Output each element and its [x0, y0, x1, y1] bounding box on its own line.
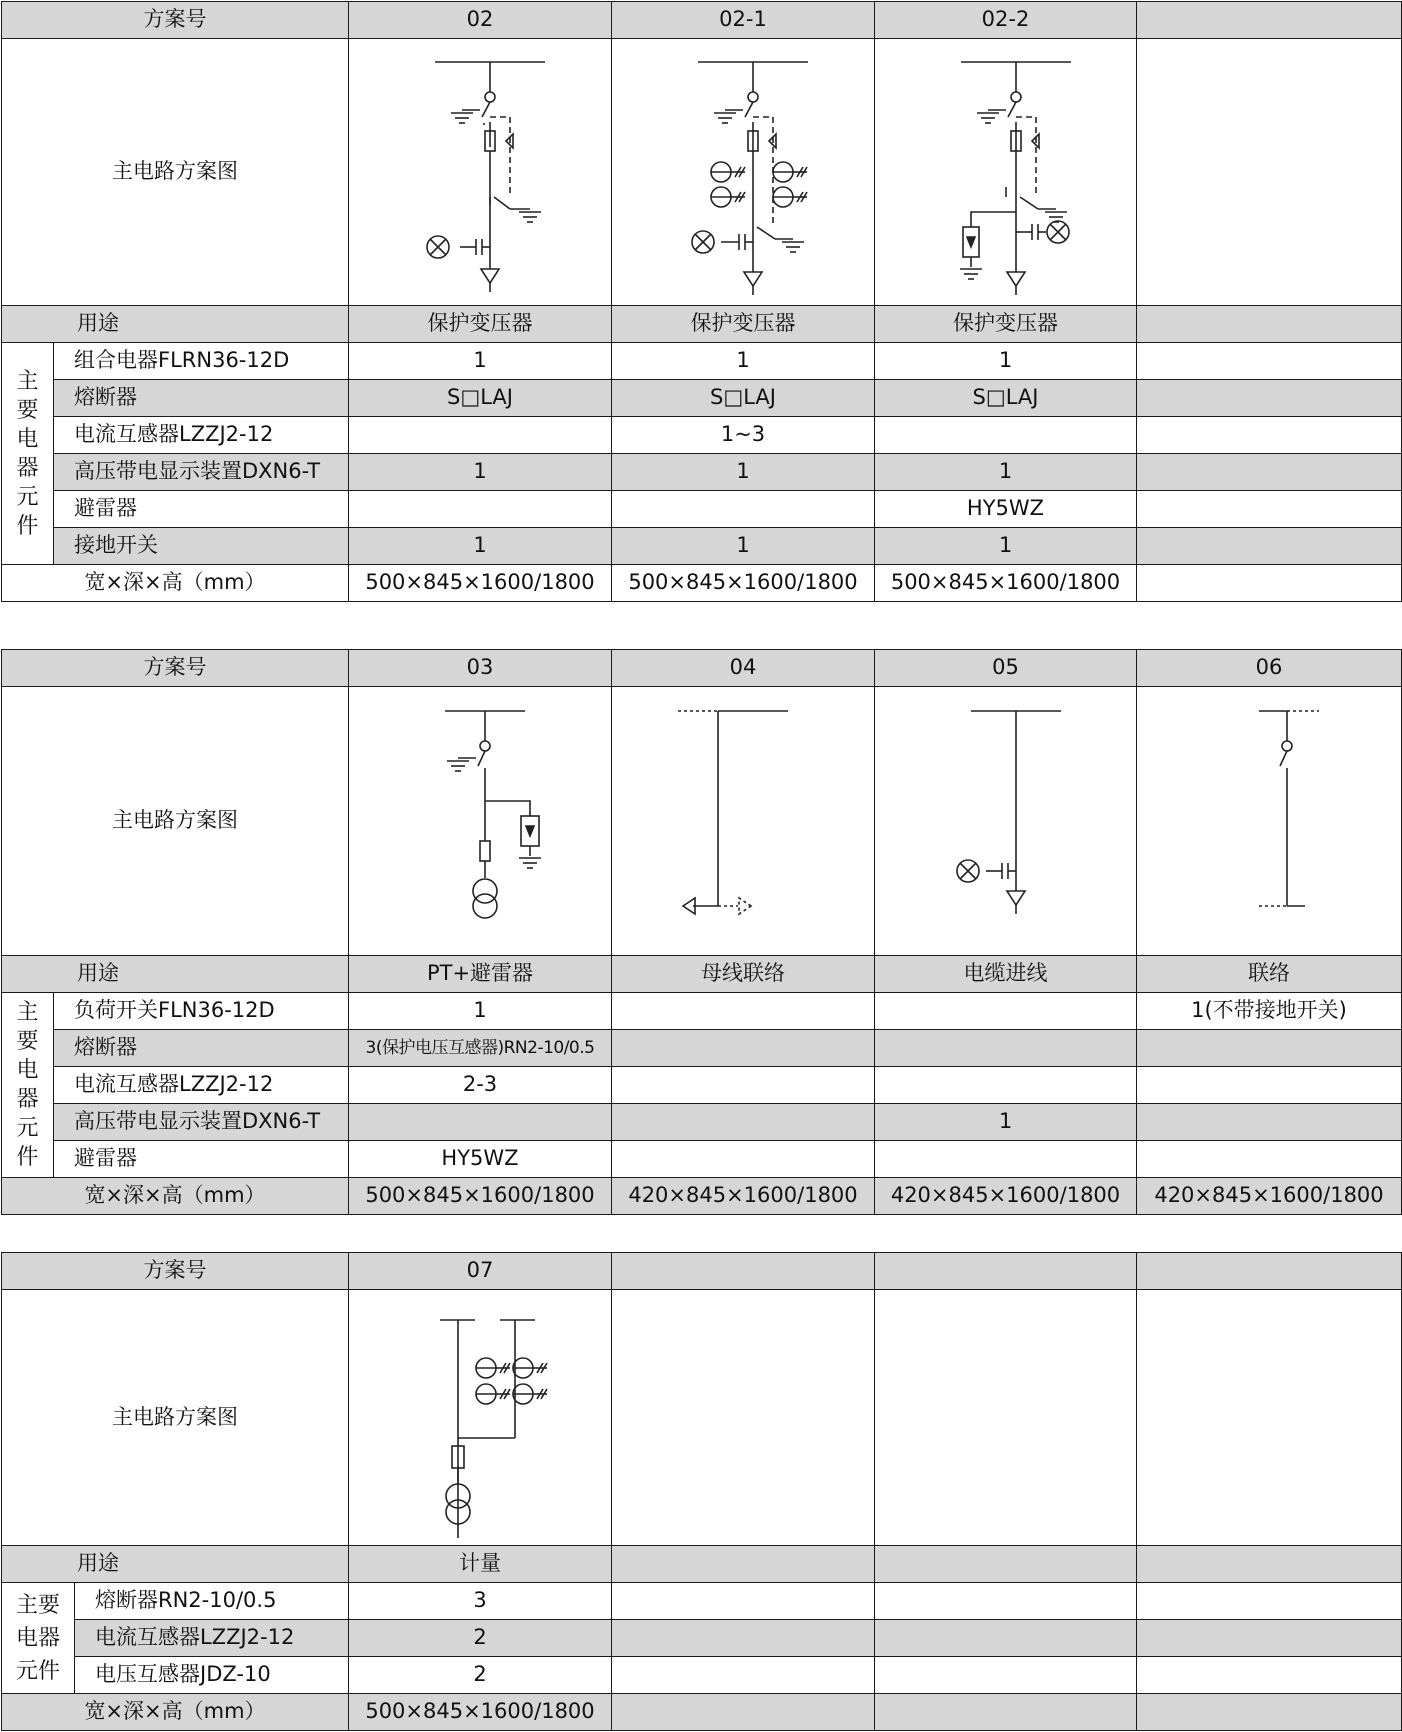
usage-value: 母线联络: [612, 956, 875, 993]
scheme-table-1: [1, 1, 1402, 602]
component-value: [1137, 343, 1402, 380]
main-components-label: 主要电器元件: [2, 993, 54, 1178]
component-value: [875, 993, 1137, 1030]
scheme-code: 03: [349, 650, 612, 687]
component-value: [349, 417, 612, 454]
circuit-diagram-07: [349, 1290, 612, 1546]
component-name: 高压带电显示装置DXN6-T: [54, 1104, 349, 1141]
component-value: 1: [349, 993, 612, 1030]
component-value: [1137, 1620, 1402, 1657]
component-value: 2-3: [349, 1067, 612, 1104]
component-value: 1~3: [612, 417, 875, 454]
scheme-code: [1137, 1253, 1402, 1290]
usage-value: [875, 1546, 1137, 1583]
component-value: [1137, 1583, 1402, 1620]
circuit-diagram-empty: [875, 1290, 1137, 1546]
circuit-diagram-empty: [1137, 1290, 1402, 1546]
diagram-label: 主电路方案图: [2, 687, 349, 956]
component-value: 1: [349, 528, 612, 565]
component-name: 电流互感器LZZJ2-12: [54, 1067, 349, 1104]
component-value: [1137, 1657, 1402, 1694]
component-value: [1137, 1104, 1402, 1141]
component-name: 熔断器: [54, 380, 349, 417]
component-value: [875, 1620, 1137, 1657]
component-value: [1137, 1030, 1402, 1067]
size-value: [612, 1694, 875, 1731]
component-value: [612, 1104, 875, 1141]
component-value: [612, 1030, 875, 1067]
component-value: [612, 1141, 875, 1178]
component-value: 1: [875, 454, 1137, 491]
component-name: 熔断器: [54, 1030, 349, 1067]
size-value: 500×845×1600/1800: [349, 1178, 612, 1215]
scheme-code: [1137, 2, 1402, 39]
component-value: [349, 1104, 612, 1141]
scheme-code: [875, 1253, 1137, 1290]
component-name: 组合电器FLRN36-12D: [54, 343, 349, 380]
diagram-label: 主电路方案图: [2, 39, 349, 306]
usage-value: 电缆进线: [875, 956, 1137, 993]
circuit-diagram-02-1: [612, 39, 875, 306]
component-name: 避雷器: [54, 1141, 349, 1178]
component-name: 熔断器RN2-10/0.5: [75, 1583, 349, 1620]
component-value: [612, 1657, 875, 1694]
component-value: [1137, 528, 1402, 565]
size-value: 500×845×1600/1800: [349, 565, 612, 602]
component-value: [1137, 491, 1402, 528]
component-value: 2: [349, 1657, 612, 1694]
scheme-code: 02: [349, 2, 612, 39]
component-value: 1: [349, 343, 612, 380]
component-value: [875, 1583, 1137, 1620]
circuit-diagram-empty: [1137, 39, 1402, 306]
component-value: S□LAJ: [875, 380, 1137, 417]
scheme-no-label: 方案号: [2, 650, 349, 687]
main-components-label: 主要电器元件: [2, 343, 54, 565]
scheme-code: 02-1: [612, 2, 875, 39]
component-value: 3: [349, 1583, 612, 1620]
scheme-code: 07: [349, 1253, 612, 1290]
component-value: [1137, 454, 1402, 491]
size-value: [875, 1694, 1137, 1731]
size-label: 宽×深×高（mm）: [2, 1694, 349, 1731]
scheme-table-2: [1, 649, 1402, 1215]
circuit-diagram-03: [349, 687, 612, 956]
circuit-diagram-02-2: [875, 39, 1137, 306]
circuit-diagram-04: [612, 687, 875, 956]
usage-value: [612, 1546, 875, 1583]
usage-value: [1137, 1546, 1402, 1583]
size-label: 宽×深×高（mm）: [2, 1178, 349, 1215]
component-value: 2: [349, 1620, 612, 1657]
component-value: 1: [875, 528, 1137, 565]
component-value: S□LAJ: [349, 380, 612, 417]
main-components-label: 主要电器元件: [2, 1583, 75, 1694]
usage-value: 保护变压器: [612, 306, 875, 343]
size-value: 420×845×1600/1800: [1137, 1178, 1402, 1215]
usage-value: 保护变压器: [349, 306, 612, 343]
component-value: 1: [875, 1104, 1137, 1141]
component-value: [612, 1620, 875, 1657]
scheme-code: [612, 1253, 875, 1290]
component-value: [1137, 1067, 1402, 1104]
size-value: 500×845×1600/1800: [612, 565, 875, 602]
component-name: 电流互感器LZZJ2-12: [75, 1620, 349, 1657]
component-value: [1137, 380, 1402, 417]
usage-value: 联络: [1137, 956, 1402, 993]
component-value: 1: [875, 343, 1137, 380]
component-value: [875, 1067, 1137, 1104]
component-value: [612, 1067, 875, 1104]
component-name: 电压互感器JDZ-10: [75, 1657, 349, 1694]
size-value: 500×845×1600/1800: [349, 1694, 612, 1731]
component-name: 电流互感器LZZJ2-12: [54, 417, 349, 454]
scheme-code: 02-2: [875, 2, 1137, 39]
usage-value: 保护变压器: [875, 306, 1137, 343]
circuit-diagram-02: [349, 39, 612, 306]
usage-label: 用途: [2, 306, 349, 343]
component-value: 3(保护电压互感器)RN2-10/0.5: [349, 1030, 612, 1067]
component-value: 1: [612, 454, 875, 491]
size-value: 420×845×1600/1800: [612, 1178, 875, 1215]
component-value: S□LAJ: [612, 380, 875, 417]
component-value: [875, 1141, 1137, 1178]
circuit-diagram-05: [875, 687, 1137, 956]
component-name: 高压带电显示装置DXN6-T: [54, 454, 349, 491]
scheme-no-label: 方案号: [2, 2, 349, 39]
component-value: [875, 1657, 1137, 1694]
scheme-code: 04: [612, 650, 875, 687]
size-value: [1137, 565, 1402, 602]
size-value: [1137, 1694, 1402, 1731]
component-value: [349, 491, 612, 528]
scheme-table-3: [1, 1252, 1402, 1731]
component-value: 1: [349, 454, 612, 491]
size-value: 500×845×1600/1800: [875, 565, 1137, 602]
usage-label: 用途: [2, 956, 349, 993]
circuit-diagram-empty: [612, 1290, 875, 1546]
component-name: 避雷器: [54, 491, 349, 528]
component-value: 1(不带接地开关): [1137, 993, 1402, 1030]
scheme-code: 06: [1137, 650, 1402, 687]
diagram-label: 主电路方案图: [2, 1290, 349, 1546]
component-value: [875, 1030, 1137, 1067]
component-value: [612, 1583, 875, 1620]
component-value: [875, 417, 1137, 454]
usage-value: [1137, 306, 1402, 343]
component-value: HY5WZ: [875, 491, 1137, 528]
component-value: [612, 993, 875, 1030]
size-value: 420×845×1600/1800: [875, 1178, 1137, 1215]
component-name: 接地开关: [54, 528, 349, 565]
scheme-no-label: 方案号: [2, 1253, 349, 1290]
size-label: 宽×深×高（mm）: [2, 565, 349, 602]
component-name: 负荷开关FLN36-12D: [54, 993, 349, 1030]
component-value: [1137, 417, 1402, 454]
circuit-diagram-06: [1137, 687, 1402, 956]
component-value: [612, 491, 875, 528]
component-value: HY5WZ: [349, 1141, 612, 1178]
usage-value: PT+避雷器: [349, 956, 612, 993]
usage-value: 计量: [349, 1546, 612, 1583]
component-value: 1: [612, 343, 875, 380]
component-value: 1: [612, 528, 875, 565]
component-value: [1137, 1141, 1402, 1178]
usage-label: 用途: [2, 1546, 349, 1583]
scheme-code: 05: [875, 650, 1137, 687]
